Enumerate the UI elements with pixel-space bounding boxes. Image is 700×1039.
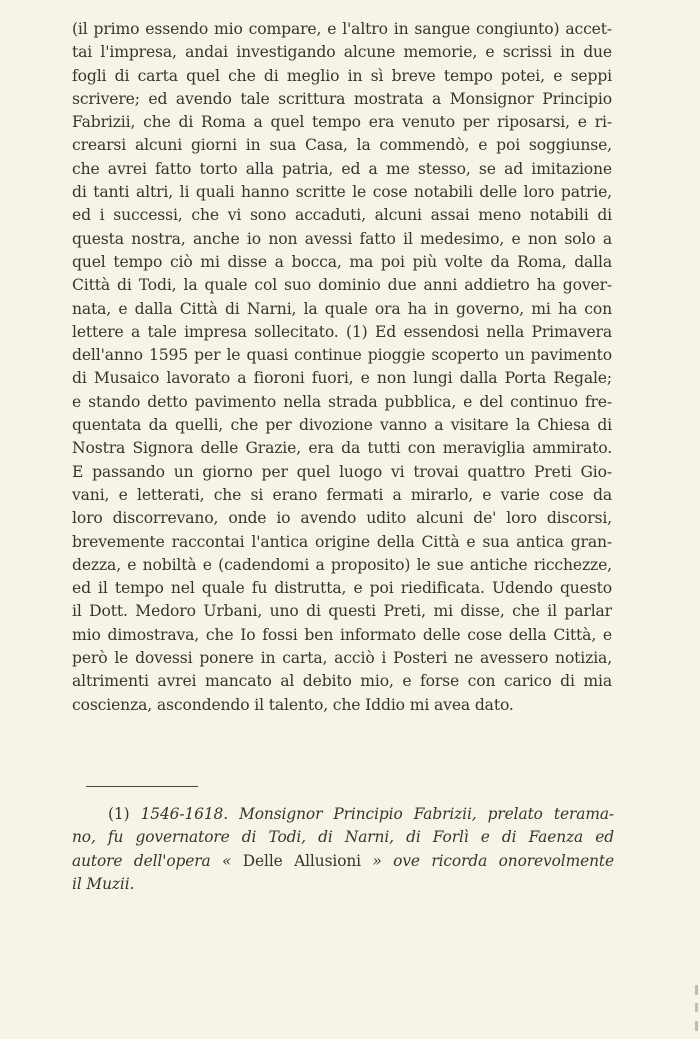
work-title: Delle Allusioni [242, 851, 361, 870]
footnote-marker: (1) [108, 805, 130, 823]
text-line: il Dott. Medoro Urbani, uno di questi Preti, mi disse, che il parlar [72, 602, 612, 621]
text-line: nata, e dalla Città di Narni, la quale ora ha in governo, mi ha con [72, 299, 612, 318]
text-line: crearsi alcuni giorni in sua Casa, la commendò, e poi soggiunse, [72, 136, 612, 155]
text-line: questa nostra, anche io non avessi fatto il medesimo, e non solo a [72, 229, 612, 248]
text-line: che avrei fatto torto alla patria, ed a me stesso, se ad imitazione [72, 159, 612, 178]
text-line: E passando un giorno per quel luogo vi trovai quattro Preti Gio- [72, 462, 612, 481]
text-line: dell'anno 1595 per le quasi continue pioggie scoperto un pavimento [72, 346, 612, 365]
footnote-line [72, 803, 614, 826]
text-line: ed il tempo nel quale fu distrutta, e poi riedificata. Udendo questo [72, 579, 612, 598]
footnote [72, 803, 614, 896]
footnote-text: 1546-1618. Monsignor Principio Fabrizii, prelato terama- [140, 805, 615, 823]
text-line: coscienza, ascondendo il talento, che Iddio mi avea dato. [72, 695, 514, 714]
text-line: scrivere; ed avendo tale scrittura mostrata a Monsignor Principio [72, 89, 612, 108]
scan-edge-mark [695, 1003, 698, 1012]
text-line: di Musaico lavorato a fioroni fuori, e non lungi dalla Porta Regale; [72, 369, 612, 388]
text-line: tai l'impresa, andai investigando alcune memorie, e scrissi in due [72, 43, 612, 62]
text-line: e stando detto pavimento nella strada pubblica, e del continuo fre- [72, 392, 612, 411]
footnote-text: autore dell'opera « [72, 851, 232, 870]
text-line: Fabrizii, che di Roma a quel tempo era venuto per riposarsi, e ri- [72, 113, 612, 132]
text-line: vani, e letterati, che si erano fermati a mirarlo, e varie cose da [72, 485, 612, 504]
scan-edge-mark [695, 985, 698, 995]
main-text-block [72, 18, 612, 717]
text-line: brevemente raccontai l'antica origine della Città e sua antica gran- [72, 532, 612, 551]
footnote-text: » ove ricorda onorevolmente [372, 851, 615, 870]
text-line: Città di Todi, la quale col suo dominio due anni addietro ha gover- [72, 276, 612, 295]
text-line: altrimenti avrei mancato al debito mio, e forse con carico di mia [72, 672, 612, 691]
footnote-separator [86, 786, 198, 787]
footnote-line: il Muzii. [72, 874, 135, 893]
text-line: dezza, e nobiltà e (cadendomi a proposito) le sue antiche ricchezze, [72, 555, 612, 574]
text-line: quel tempo ciò mi disse a bocca, ma poi più volte da Roma, dalla [72, 252, 612, 271]
text-line: però le dovessi ponere in carta, acciò i Posteri ne avessero notizia, [72, 649, 612, 668]
text-line: di tanti altri, li quali hanno scritte le cose notabili delle loro patrie, [72, 183, 612, 202]
text-line: quentata da quelli, che per divozione vanno a visitare la Chiesa di [72, 416, 612, 435]
text-line: loro discorrevano, onde io avendo udito alcuni de' loro discorsi, [72, 509, 612, 528]
text-line: ed i successi, che vi sono accaduti, alcuni assai meno notabili di [72, 206, 612, 225]
footnote-line: no, fu governatore di Todi, di Narni, di Forlì e di Faenza ed [72, 828, 614, 847]
text-line: Nostra Signora delle Grazie, era da tutti con meraviglia ammirato. [72, 439, 612, 458]
scan-edge-mark [695, 1021, 698, 1031]
footnote-line [72, 850, 614, 873]
text-line: fogli di carta quel che di meglio in sì breve tempo potei, e seppi [72, 66, 612, 85]
text-line: (il primo essendo mio compare, e l'altro in sangue congiunto) accet- [72, 20, 612, 38]
text-line: mio dimostrava, che Io fossi ben informato delle cose della Città, e [72, 625, 612, 644]
text-line: lettere a tale impresa sollecitato. (1) Ed essendosi nella Primavera [72, 322, 612, 341]
